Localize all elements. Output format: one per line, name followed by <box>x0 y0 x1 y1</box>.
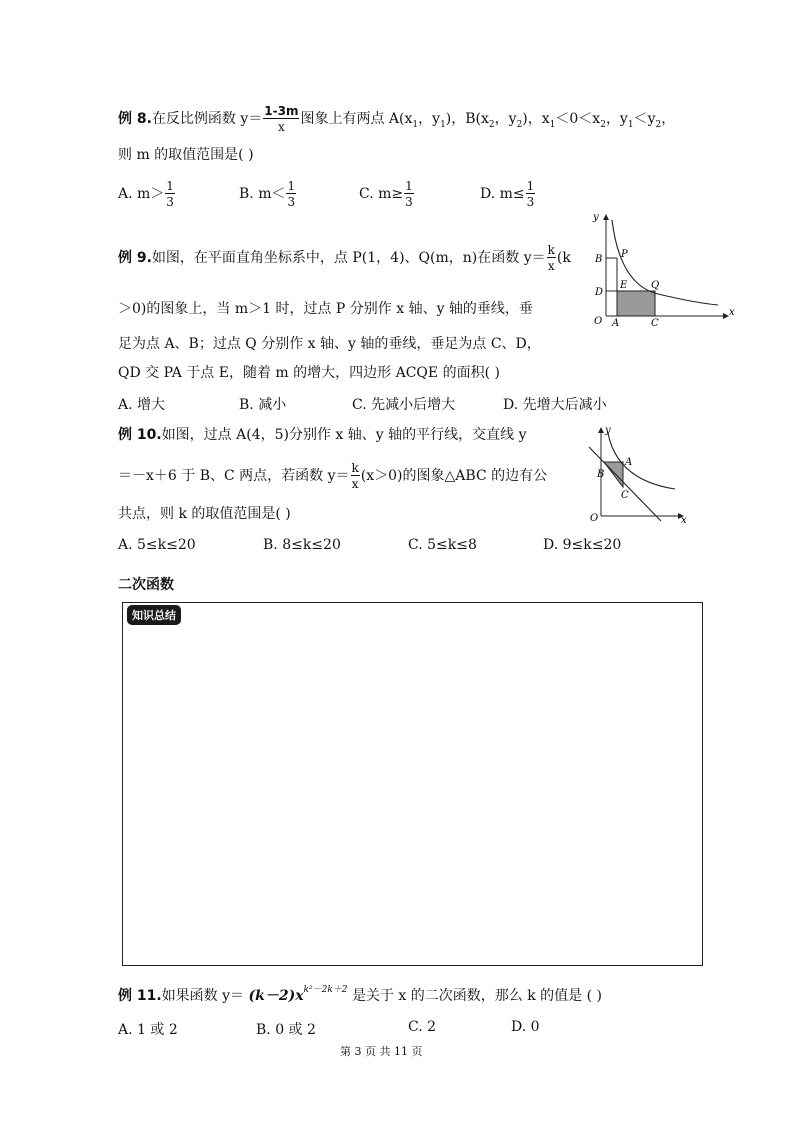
ex11-option-d[interactable]: D. 0 <box>511 1019 540 1035</box>
ex9-line3: 足为点 A、B；过点 Q 分别作 x 轴、y 轴的垂线，垂足为点 C、D， <box>118 336 541 352</box>
ex9-figure <box>588 210 738 330</box>
ex11-exponent: k²－2k＋2 <box>303 985 348 995</box>
ex9-option-d[interactable]: D. 先增大后减小 <box>503 397 607 413</box>
ex10-fig-O: O <box>590 513 599 524</box>
knowledge-summary-box[interactable] <box>122 602 703 966</box>
ex11-expression: (k－2)x <box>248 988 304 1004</box>
ex8-line1: 例 8.在反比例函数 y＝ $\frac{1-3m}{x}$ 图象上有两点 $A(x_1$，$y_1$)，$B(x_2$，$y_2$)，$x_1<0<x_2$，$y_1<y_2$， <box>118 104 676 134</box>
ex9-fig-B: B <box>595 254 603 265</box>
section-title: 二次函数 <box>118 577 174 593</box>
ex9-option-a[interactable]: A. 增大 <box>118 397 166 413</box>
ex9-option-b[interactable]: B. 减小 <box>239 397 287 413</box>
ex9-fig-A: A <box>612 318 620 329</box>
ex9-fig-D: D <box>595 287 604 298</box>
ex10-label: 例 10. <box>118 427 162 443</box>
ex9-fig-P: P <box>621 249 628 260</box>
ex8-line2: 则 m 的取值范围是( ) <box>118 147 254 163</box>
ex10-fig-C: C <box>621 490 629 501</box>
ex9-fig-E: E <box>620 280 628 291</box>
ex11-option-a[interactable]: A. 1 或 2 <box>118 1022 178 1038</box>
ex8-fraction: $\frac{1-3m}{x}$ <box>264 104 299 134</box>
ex10-line2: ＝－x＋6 于 B、C 两点，若函数 y＝ $\frac{k}{x}$ (x＞0)的图象△ABC 的边有公 <box>118 461 548 491</box>
ex10-fig-A: A <box>625 457 633 468</box>
ex10-option-c[interactable]: C. 5≤k≤8 <box>408 537 477 553</box>
ex10-fig-x: x <box>681 515 687 525</box>
ex10-figure <box>585 425 690 525</box>
ex8-option-c[interactable]: C. m≥ $\frac{1}{3}$ <box>359 179 413 209</box>
ex9-fig-y: y <box>593 212 599 223</box>
ex9-fig-x: x <box>729 307 735 318</box>
ex8-option-d[interactable]: D. m≤ $\frac{1}{3}$ <box>480 179 535 209</box>
ex9-fig-Q: Q <box>651 280 660 291</box>
ex10-option-a[interactable]: A. 5≤k≤20 <box>118 537 196 553</box>
ex11-option-b[interactable]: B. 0 或 2 <box>256 1022 316 1038</box>
ex8-option-b[interactable]: B. m＜ $\frac{1}{3}$ <box>239 179 296 209</box>
ex9-line1: 例 9.如图，在平面直角坐标系中，点 P(1，4)、Q(m，n)在函数 y＝ $\frac{k}{x}$ (k <box>118 243 571 273</box>
ex9-shaded-rect <box>617 291 655 316</box>
page-footer: 第 3 页 共 11 页 <box>340 1045 423 1058</box>
ex9-fig-C: C <box>651 318 659 329</box>
ex8-label: 例 8. <box>118 111 152 127</box>
ex9-label: 例 9. <box>118 250 152 266</box>
ex10-fig-B: B <box>597 469 605 480</box>
ex10-option-d[interactable]: D. 9≤k≤20 <box>543 537 622 553</box>
ex11-line1: 例 11.如果函数 $y= (k-2)x^{k^2-2k+2}$ 是关于 x 的二次函数，那么 k 的值是 ( ) <box>118 985 602 1004</box>
ex11-label: 例 11. <box>118 988 162 1004</box>
ex8-option-a[interactable]: A. m＞ $\frac{1}{3}$ <box>118 179 174 209</box>
ex10-option-b[interactable]: B. 8≤k≤20 <box>263 537 341 553</box>
ex9-option-c[interactable]: C. 先减小后增大 <box>352 397 456 413</box>
ex9-fig-O: O <box>594 316 603 327</box>
ex9-line4: QD 交 PA 于点 E，随着 m 的增大，四边形 ACQE 的面积( ) <box>118 365 500 381</box>
ex9-line2: ＞0)的图象上，当 m＞1 时，过点 P 分别作 x 轴、y 轴的垂线，垂 <box>118 301 533 317</box>
ex10-fig-y: y <box>605 425 611 436</box>
ex10-line1: 例 10.如图，过点 A(4，5)分别作 x 轴、y 轴的平行线，交直线 y <box>118 427 527 443</box>
ex10-line3: 共点，则 k 的取值范围是( ) <box>118 506 291 522</box>
ex11-option-c[interactable]: C. 2 <box>408 1019 437 1035</box>
knowledge-summary-badge: 知识总结 <box>127 605 181 625</box>
